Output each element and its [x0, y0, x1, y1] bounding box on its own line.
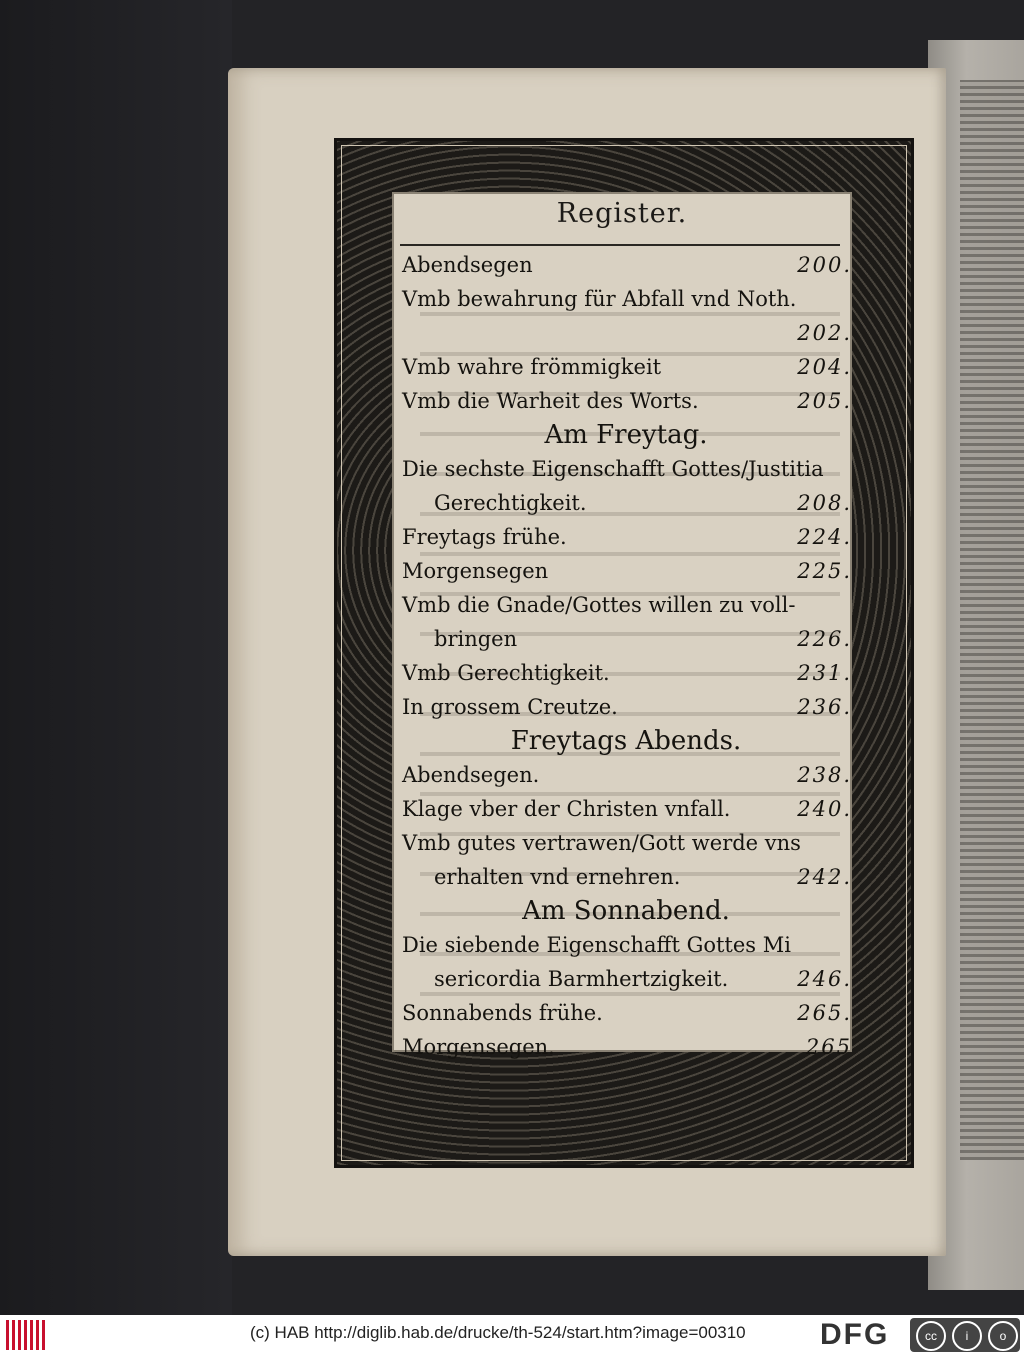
register-row [400, 282, 852, 316]
register-row [400, 384, 852, 418]
section-heading [400, 418, 852, 452]
register-row [400, 520, 852, 554]
license-badge[interactable] [910, 1318, 1020, 1352]
cc-icon: cc [916, 1321, 946, 1351]
entry-page-number: 242. [797, 865, 852, 889]
entry-label: Am Freytag. [544, 420, 708, 450]
entry-label: Vmb die Warheit des Worts. [402, 389, 699, 413]
entry-page-number: 236. [797, 695, 852, 719]
entry-label: Morgensegen [402, 559, 549, 583]
hab-logo-icon [6, 1320, 46, 1350]
entry-page-number: 202. [797, 321, 852, 345]
entry-page-number: 238. [797, 763, 852, 787]
entry-label: Vmb die Gnade/Gottes willen zu voll- [402, 593, 796, 617]
entry-label: sericordia Barmhertzigkeit. [434, 967, 729, 991]
entry-label: Sonnabends frühe. [402, 1001, 603, 1025]
entry-label: Morgensegen. [402, 1035, 555, 1059]
register-row [400, 248, 852, 282]
register-row [400, 962, 852, 996]
entry-page-number: 224. [797, 525, 852, 549]
header-rule [400, 244, 840, 246]
entry-label: Vmb Gerechtigkeit. [402, 661, 610, 685]
register-row [400, 996, 852, 1030]
register-row [400, 350, 852, 384]
page-header: Register. [556, 198, 688, 229]
background-left [0, 0, 232, 1315]
entry-label: Freytags Abends. [510, 726, 742, 756]
entry-label: Freytags frühe. [402, 525, 567, 549]
entry-page-number: 265 [805, 1035, 852, 1059]
entry-label: Vmb gutes vertrawen/Gott werde vns [402, 831, 801, 855]
register-row [400, 622, 852, 656]
register-row [400, 860, 852, 894]
sa-icon: o [988, 1321, 1018, 1351]
entry-label: Die sechste Eigenschafft Gottes/Justitia [402, 457, 824, 481]
entry-label: Gerechtigkeit. [434, 491, 587, 515]
register-row [400, 758, 852, 792]
register-row [400, 486, 852, 520]
register-row [400, 1030, 852, 1064]
dfg-logo: DFG [820, 1318, 890, 1351]
entry-label: Abendsegen. [402, 763, 540, 787]
entry-page-number: 226. [797, 627, 852, 651]
entry-page-number: 204. [797, 355, 852, 379]
register-row [400, 792, 852, 826]
register-row [400, 656, 852, 690]
register-row [400, 588, 852, 622]
entry-page-number: 265. [797, 1001, 852, 1025]
register-row [400, 690, 852, 724]
register-row [400, 452, 852, 486]
entry-label: In grossem Creutze. [402, 695, 618, 719]
entry-label: Vmb wahre frömmigkeit [402, 355, 662, 379]
register-row [400, 316, 852, 350]
footer-credit[interactable]: (c) HAB http://diglib.hab.de/drucke/th-524/start.htm?image=00310 [250, 1323, 746, 1342]
entry-label: erhalten vnd ernehren. [434, 865, 681, 889]
entry-label: bringen [434, 627, 518, 651]
entry-page-number: 200. [797, 253, 852, 277]
entry-page-number: 231. [797, 661, 852, 685]
entry-page-number: 225. [797, 559, 852, 583]
entry-label: Am Sonnabend. [522, 896, 730, 926]
entry-page-number: 240. [797, 797, 852, 821]
register-entries [400, 248, 852, 1064]
register-row [400, 554, 852, 588]
entry-label: Abendsegen [402, 253, 533, 277]
entry-page-number: 246. [797, 967, 852, 991]
entry-label: Die siebende Eigenschafft Gottes Mi [402, 933, 791, 957]
adjacent-page-print [960, 80, 1024, 1160]
register-row [400, 826, 852, 860]
register-row [400, 928, 852, 962]
entry-label: Klage vber der Christen vnfall. [402, 797, 731, 821]
section-heading [400, 724, 852, 758]
by-icon: i [952, 1321, 982, 1351]
section-heading [400, 894, 852, 928]
entry-label: Vmb bewahrung für Abfall vnd Noth. [402, 287, 797, 311]
entry-page-number: 208. [797, 491, 852, 515]
entry-page-number: 205. [797, 389, 852, 413]
